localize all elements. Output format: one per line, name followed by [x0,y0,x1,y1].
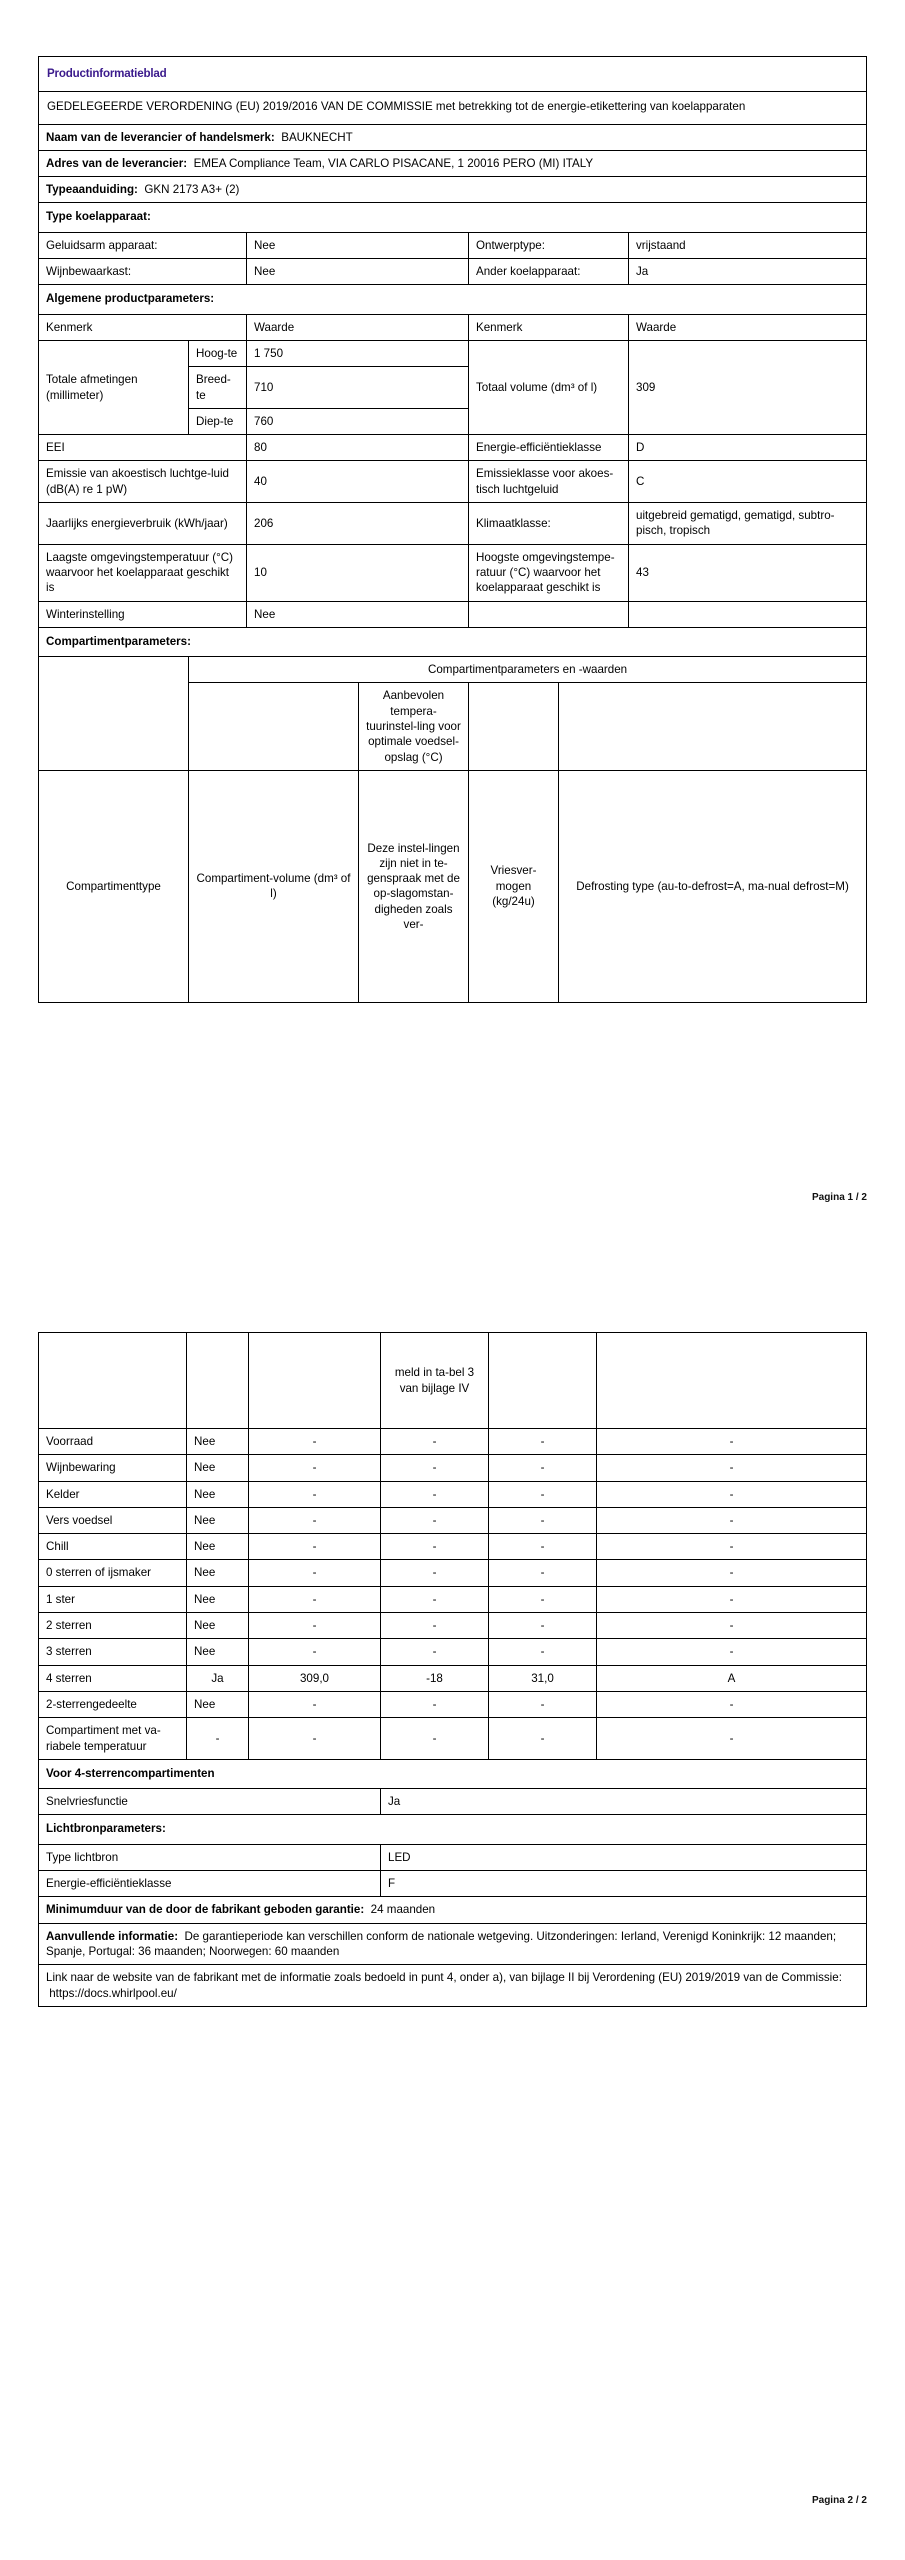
compartment-defrost: - [597,1534,867,1560]
supplier-name-row [39,124,867,150]
depth-value: 760 [247,408,469,434]
compartment-type: Wijnbewaring [39,1455,187,1481]
light-class-value: F [381,1871,867,1897]
compartment-temp: - [381,1429,489,1455]
col-volume-header [189,683,359,770]
link-cell [39,1965,867,2007]
ambient-temp-row [39,544,867,601]
compartment-type-corner [39,657,189,771]
compartment-volume: - [249,1586,381,1612]
compartment-temp: -18 [381,1665,489,1691]
depth-label: Diep-te [189,408,247,434]
compartment-freeze: - [489,1718,597,1760]
table-row [39,1586,867,1612]
light-source-section-label: Lichtbronparameters: [39,1815,867,1844]
compartment-defrost: A [597,1665,867,1691]
light-type-row [39,1844,867,1870]
compartment-present: Nee [187,1429,249,1455]
compartment-temp: - [381,1455,489,1481]
compartment-volume: - [249,1507,381,1533]
compartment-present: - [187,1718,249,1760]
table-row [39,1691,867,1717]
compartment-header-body-row [39,770,867,1002]
compartment-present: Nee [187,1613,249,1639]
dimensions-height-row [39,340,867,366]
appliance-type-section-label: Type koelapparaat: [39,203,867,232]
page-title: Productinformatieblad [39,57,867,92]
cont-freeze-cell [489,1333,597,1429]
noise-emission-label: Emissie van akoestisch luchtge-luid (dB(A) re 1 pW) [39,461,247,503]
compartment-freeze: - [489,1429,597,1455]
compartment-defrost: - [597,1691,867,1717]
compartment-present: Nee [187,1507,249,1533]
col-temp-header-part1: Aanbevolen tempera-tuurinstel-ling voor optimale voedsel-opslag (°C) [359,683,469,770]
min-ambient-label: Laagste omgevingstemperatuur (°C) waarvoor het koelapparaat geschikt is [39,544,247,601]
compartment-volume: - [249,1718,381,1760]
table-row [39,1639,867,1665]
model-cell [39,177,867,203]
compartment-temp: - [381,1586,489,1612]
cont-volume-cell [249,1333,381,1429]
table-row [39,1613,867,1639]
compartment-type: Vers voedsel [39,1507,187,1533]
fast-freeze-row [39,1789,867,1815]
manufacturer-website-url[interactable]: https://docs.whirlpool.eu/ [49,1986,177,2000]
table-row [39,1507,867,1533]
compartment-defrost: - [597,1613,867,1639]
compartment-present: Nee [187,1586,249,1612]
compartment-freeze: - [489,1481,597,1507]
compartment-volume: - [249,1560,381,1586]
col-defrost-header [559,683,867,770]
design-type-value: vrijstaand [629,232,867,258]
min-ambient-value: 10 [247,544,469,601]
table-row [39,1560,867,1586]
eei-value: 80 [247,435,469,461]
compartment-freeze: - [489,1534,597,1560]
appliance-type-row-0 [39,232,867,258]
appliance-type-row-1 [39,259,867,285]
cont-present-cell [187,1333,249,1429]
compartment-defrost: - [597,1455,867,1481]
product-fiche-page-2 [38,1332,866,2007]
noise-row [39,461,867,503]
compartment-type: Voorraad [39,1429,187,1455]
supplier-address-cell [39,150,867,176]
compartment-type: Compartiment met va-riabele temperatuur [39,1718,187,1760]
noise-emission-value: 40 [247,461,469,503]
compartment-temp: - [381,1718,489,1760]
warranty-value: 24 maanden [370,1903,436,1917]
light-type-value: LED [381,1844,867,1870]
annual-consumption-value: 206 [247,503,469,545]
other-appliance-value: Ja [629,259,867,285]
compartment-temp: - [381,1613,489,1639]
height-value: 1 750 [247,340,469,366]
compartment-freeze: - [489,1586,597,1612]
appliance-type-section-row [39,203,867,232]
width-label: Breed-te [189,367,247,409]
width-value: 710 [247,367,469,409]
compartment-volume: 309,0 [249,1665,381,1691]
compartment-present: Nee [187,1455,249,1481]
dimensions-label: Totale afmetingen (millimeter) [39,340,189,434]
supplier-name-cell [39,124,867,150]
page-1-footer: Pagina 1 / 2 [811,1192,867,1203]
max-ambient-value: 43 [629,544,867,601]
title-row [39,57,867,92]
low-noise-label: Geluidsarm apparaat: [39,232,247,258]
compartment-freeze: - [489,1691,597,1717]
compartment-present: Ja [187,1665,249,1691]
compartment-defrost: - [597,1718,867,1760]
compartment-type: Chill [39,1534,187,1560]
warranty-cell [39,1897,867,1923]
col-type-header: Compartimenttype [39,770,189,1002]
supplier-name-value: BAUKNECHT [281,130,353,144]
winter-setting-label: Winterinstelling [39,601,247,627]
light-class-label: Energie-efficiëntieklasse [39,1871,381,1897]
compartment-defrost: - [597,1560,867,1586]
general-section-label: Algemene productparameters: [39,285,867,314]
intro-row [39,92,867,124]
link-description: Link naar de website van de fabrikant met de informatie zoals bedoeld in punt 4, onder a), van bijlage II bij Verordening (EU) 2019/2019 van de Commissie: [46,1971,842,1985]
model-row [39,177,867,203]
header-waarde-1: Waarde [247,314,469,340]
table-row [39,1718,867,1760]
eei-label: EEI [39,435,247,461]
compartment-type: 0 sterren of ijsmaker [39,1560,187,1586]
compartment-defrost: - [597,1429,867,1455]
page-2-footer: Pagina 2 / 2 [811,2495,867,2506]
noise-class-label: Emissieklasse voor akoes-tisch luchtgeluid [469,461,629,503]
compartment-type: 1 ster [39,1586,187,1612]
compartment-freeze: - [489,1639,597,1665]
product-fiche-table-page2 [38,1332,867,2007]
max-ambient-label: Hoogste omgevingstempe-ratuur (°C) waarvoor het koelapparaat geschikt is [469,544,629,601]
low-noise-value: Nee [247,232,469,258]
compartment-freeze: - [489,1560,597,1586]
energy-consumption-row [39,503,867,545]
compartment-temp: - [381,1481,489,1507]
other-appliance-label: Ander koelapparaat: [469,259,629,285]
supplier-address-value: EMEA Compliance Team, VIA CARLO PISACANE, 1 20016 PERO (MI) ITALY [193,156,594,170]
compartment-temp: - [381,1691,489,1717]
winter-empty-2 [629,601,867,627]
additional-info-row [39,1923,867,1965]
compartment-volume: - [249,1455,381,1481]
cont-type-cell [39,1333,187,1429]
col-volume-header-text: Compartiment-volume (dm³ of l) [189,770,359,1002]
compartment-volume: - [249,1481,381,1507]
header-waarde-2: Waarde [629,314,867,340]
header-kenmerk-2: Kenmerk [469,314,629,340]
energy-class-label: Energie-efficiëntieklasse [469,435,629,461]
compartment-freeze: - [489,1455,597,1481]
compartment-volume: - [249,1691,381,1717]
compartment-section-row [39,627,867,656]
compartment-freeze: - [489,1507,597,1533]
compartment-present: Nee [187,1560,249,1586]
compartment-defrost: - [597,1481,867,1507]
compartment-temp: - [381,1560,489,1586]
compartment-defrost: - [597,1639,867,1665]
warranty-label: Minimumduur van de door de fabrikant geboden garantie: [46,1903,365,1917]
compartment-temp: - [381,1534,489,1560]
light-type-label: Type lichtbron [39,1844,381,1870]
compartment-defrost: - [597,1586,867,1612]
additional-info-value: De garantieperiode kan verschillen conform de nationale wetgeving. Uitzonderingen: Ierland, Verenigd Koninkrijk: 12 maanden; Spanje, Portugal: 36 maanden; Noorwegen: 60 maanden [46,1929,837,1958]
compartment-temp: - [381,1639,489,1665]
total-volume-value: 309 [629,340,867,434]
compartment-freeze: - [489,1613,597,1639]
compartment-present: Nee [187,1534,249,1560]
eei-row [39,435,867,461]
regulation-intro: GEDELEGEERDE VERORDENING (EU) 2019/2016 VAN DE COMMISSIE met betrekking tot de energie-etikettering van koelapparaten [39,92,867,124]
compartment-present: Nee [187,1639,249,1665]
winter-setting-row [39,601,867,627]
compartment-group-header: Compartimentparameters en -waarden [189,657,867,683]
col-defrost-header-text: Defrosting type (au-to-defrost=A, ma-nual defrost=M) [559,770,867,1002]
page-2 [0,1280,905,2560]
cont-defrost-cell [597,1333,867,1429]
table-row [39,1455,867,1481]
product-fiche-page-1 [38,56,866,1003]
supplier-name-label: Naam van de leverancier of handelsmerk: [46,130,275,144]
compartment-group-header-row [39,657,867,683]
table-row [39,1534,867,1560]
four-star-section-row [39,1759,867,1788]
general-header-row [39,314,867,340]
total-volume-label: Totaal volume (dm³ of l) [469,340,629,434]
product-fiche-table-page1 [38,56,867,1003]
four-star-section-label: Voor 4-sterrencompartimenten [39,1759,867,1788]
light-class-row [39,1871,867,1897]
compartment-type: 4 sterren [39,1665,187,1691]
col-temp-header-continued: meld in ta-bel 3 van bijlage IV [381,1333,489,1429]
compartment-temp: - [381,1507,489,1533]
compartment-present: Nee [187,1691,249,1717]
link-row [39,1965,867,2007]
additional-info-cell [39,1923,867,1965]
col-freeze-header-text: Vriesver-mogen (kg/24u) [469,770,559,1002]
additional-info-label: Aanvullende informatie: [46,1929,179,1943]
table-row [39,1665,867,1691]
compartment-volume: - [249,1534,381,1560]
table-row [39,1429,867,1455]
winter-empty-1 [469,601,629,627]
compartment-section-label: Compartimentparameters: [39,627,867,656]
annual-consumption-label: Jaarlijks energieverbruik (kWh/jaar) [39,503,247,545]
climate-class-value: uitgebreid gematigd, gematigd, subtro-pisch, tropisch [629,503,867,545]
compartment-volume: - [249,1639,381,1665]
compartment-present: Nee [187,1481,249,1507]
compartment-volume: - [249,1429,381,1455]
model-label: Typeaanduiding: [46,183,138,197]
compartment-type: Kelder [39,1481,187,1507]
col-freeze-header [469,683,559,770]
model-value: GKN 2173 A3+ (2) [144,183,240,197]
supplier-address-row [39,150,867,176]
col-temp-header-part2: Deze instel-lingen zijn niet in te-genspraak met de op-slagomstan-digheden zoals ver- [359,770,469,1002]
compartment-type: 3 sterren [39,1639,187,1665]
compartment-freeze: 31,0 [489,1665,597,1691]
climate-class-label: Klimaatklasse: [469,503,629,545]
winter-setting-value: Nee [247,601,469,627]
supplier-address-label: Adres van de leverancier: [46,156,188,170]
energy-class-value: D [629,435,867,461]
light-source-section-row [39,1815,867,1844]
compartment-type: 2-sterrengedeelte [39,1691,187,1717]
warranty-row [39,1897,867,1923]
fast-freeze-label: Snelvriesfunctie [39,1789,381,1815]
wine-cabinet-label: Wijnbewaarkast: [39,259,247,285]
noise-class-value: C [629,461,867,503]
compartment-type: 2 sterren [39,1613,187,1639]
fast-freeze-value: Ja [381,1789,867,1815]
general-section-row [39,285,867,314]
table-row [39,1481,867,1507]
design-type-label: Ontwerptype: [469,232,629,258]
height-label: Hoog-te [189,340,247,366]
compartment-defrost: - [597,1507,867,1533]
compartment-volume: - [249,1613,381,1639]
header-kenmerk-1: Kenmerk [39,314,247,340]
compartment-header-continued-row [39,1333,867,1429]
wine-cabinet-value: Nee [247,259,469,285]
